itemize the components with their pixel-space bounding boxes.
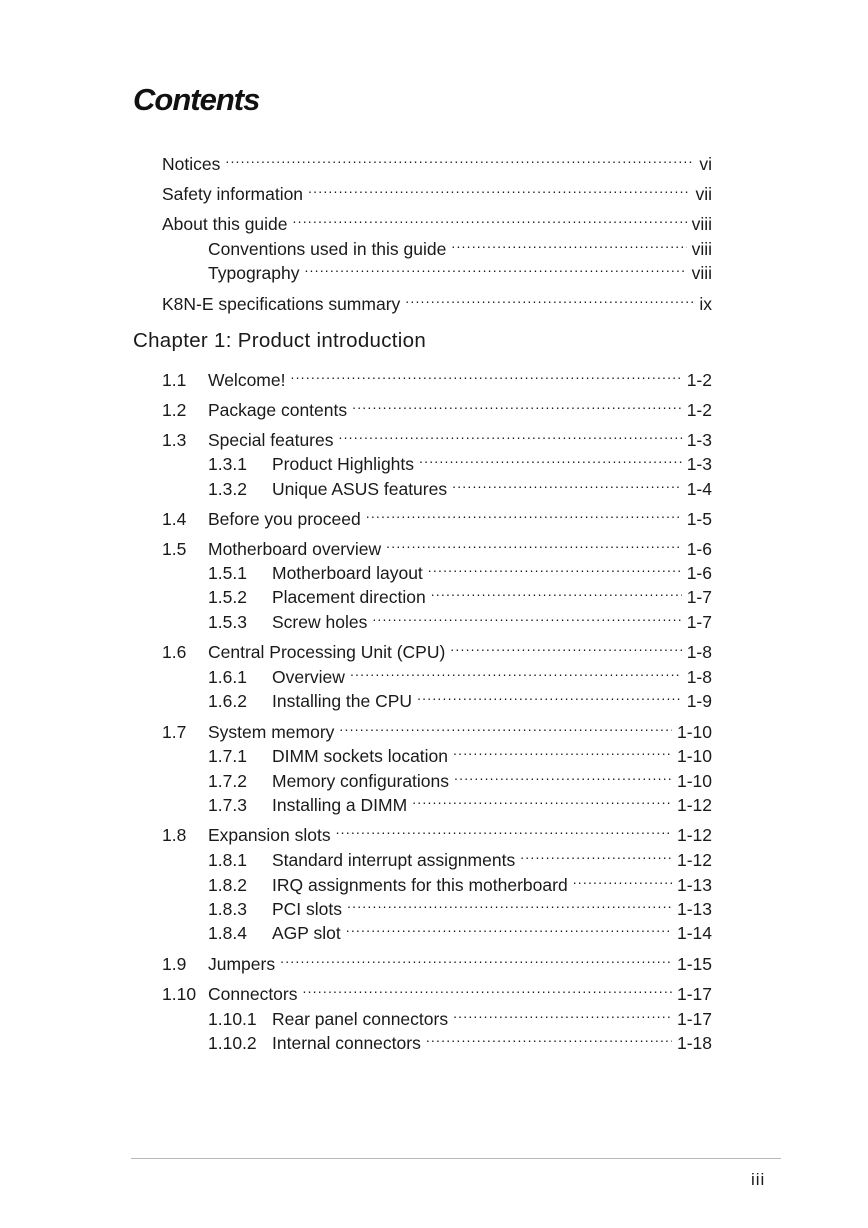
toc-entry-subsection[interactable]: [208, 893, 712, 919]
toc-entry-page: 1-4: [686, 479, 712, 499]
toc-entry-number: 1.5.1: [208, 563, 247, 583]
dot-leader: [280, 948, 672, 970]
toc-entry-label: Overview: [272, 667, 345, 687]
toc-entry-conventions[interactable]: [208, 233, 712, 259]
dot-leader: [290, 364, 681, 386]
toc-entry-page: 1-7: [686, 587, 712, 607]
toc-entry-subsection[interactable]: [208, 789, 712, 815]
dot-leader: [346, 917, 672, 939]
toc-entry-label: Memory configurations: [272, 771, 450, 791]
toc-entry-page: 1-18: [676, 1033, 712, 1053]
toc-entry-page: vii: [695, 184, 712, 204]
toc-entry-subsection[interactable]: [208, 581, 712, 607]
dot-leader: [453, 1003, 672, 1025]
toc-entry-label: Safety information: [162, 184, 304, 204]
toc-entry-page: 1-2: [686, 400, 712, 420]
toc-entry-section[interactable]: [162, 636, 712, 662]
dot-leader: [451, 233, 686, 255]
toc-entry-label: Typography: [208, 263, 300, 283]
dot-leader: [352, 394, 682, 416]
toc-entry-page: 1-12: [676, 850, 712, 870]
toc-entry-label: Central Processing Unit (CPU): [208, 642, 446, 662]
toc-entry-label: Internal connectors: [272, 1033, 421, 1053]
toc-entry-page: 1-6: [686, 539, 712, 559]
toc-entry-notices[interactable]: [162, 148, 712, 174]
toc-entry-label: Expansion slots: [208, 825, 331, 845]
toc-entry-safety-information[interactable]: [162, 178, 712, 204]
toc-entry-page: 1-13: [676, 899, 712, 919]
toc-entry-subsection[interactable]: [208, 473, 712, 499]
dot-leader: [453, 740, 672, 762]
toc-entry-label: Unique ASUS features: [272, 479, 448, 499]
dot-leader: [336, 819, 672, 841]
dot-leader: [366, 503, 682, 525]
toc-entry-subsection[interactable]: [208, 606, 712, 632]
toc-entry-section[interactable]: [162, 819, 712, 845]
dot-leader: [412, 789, 672, 811]
toc-entry-label: Motherboard overview: [208, 539, 382, 559]
dot-leader: [452, 473, 682, 495]
toc-entry-section[interactable]: [162, 533, 712, 559]
toc-entry-number: 1.3.2: [208, 479, 247, 499]
dot-leader: [225, 148, 694, 170]
toc-entry-label: AGP slot: [272, 923, 341, 943]
toc-entry-label: Before you proceed: [208, 509, 361, 529]
toc-entry-number: 1.7.1: [208, 746, 247, 766]
dot-leader: [431, 581, 682, 603]
toc-entry-page: 1-8: [686, 667, 712, 687]
toc-entry-page: 1-15: [676, 954, 712, 974]
toc-entry-typography[interactable]: [208, 257, 712, 283]
dot-leader: [405, 288, 694, 310]
toc-entry-label: Placement direction: [272, 587, 426, 607]
toc-entry-page: 1-17: [676, 1009, 712, 1029]
toc-entry-label: K8N-E specifications summary: [162, 294, 401, 314]
toc-entry-subsection[interactable]: [208, 1027, 712, 1053]
toc-entry-page: viii: [691, 263, 712, 283]
toc-entry-number: 1.1: [162, 370, 187, 390]
toc-entry-page: 1-10: [676, 746, 712, 766]
dot-leader: [386, 533, 682, 555]
toc-entry-section[interactable]: [162, 364, 712, 390]
dot-leader: [372, 606, 681, 628]
toc-entry-label: About this guide: [162, 214, 288, 234]
toc-entry-label: Welcome!: [208, 370, 286, 390]
toc-entry-label: Connectors: [208, 984, 298, 1004]
dot-leader: [339, 424, 682, 446]
dot-leader: [573, 869, 672, 891]
toc-entry-page: 1-12: [676, 825, 712, 845]
toc-entry-page: 1-10: [676, 771, 712, 791]
toc-entry-subsection[interactable]: [208, 685, 712, 711]
toc-entry-about-this-guide[interactable]: [162, 208, 712, 234]
toc-entry-page: 1-3: [686, 430, 712, 450]
toc-entry-number: 1.8.3: [208, 899, 247, 919]
dot-leader: [350, 661, 682, 683]
dot-leader: [428, 557, 682, 579]
toc-entry-subsection[interactable]: [208, 557, 712, 583]
toc-entry-label: System memory: [208, 722, 335, 742]
toc-entry-label: Standard interrupt assignments: [272, 850, 516, 870]
toc-entry-label: Screw holes: [272, 612, 368, 632]
dot-leader: [450, 636, 681, 658]
toc-entry-specifications-summary[interactable]: [162, 288, 712, 314]
toc-entry-label: DIMM sockets location: [272, 746, 449, 766]
toc-entry-label: Notices: [162, 154, 221, 174]
toc-entry-section[interactable]: [162, 394, 712, 420]
toc-entry-page: viii: [691, 239, 712, 259]
toc-entry-number: 1.6: [162, 642, 187, 662]
toc-entry-number: 1.7.2: [208, 771, 247, 791]
toc-entry-page: 1-8: [686, 642, 712, 662]
toc-entry-number: 1.6.1: [208, 667, 247, 687]
toc-entry-number: 1.8.2: [208, 875, 247, 895]
dot-leader: [308, 178, 690, 200]
toc-entry-number: 1.6.2: [208, 691, 247, 711]
dot-leader: [419, 448, 682, 470]
toc-entry-page: 1-3: [686, 454, 712, 474]
toc-entry-label: Motherboard layout: [272, 563, 423, 583]
dot-leader: [454, 765, 672, 787]
toc-entry-number: 1.10.1: [208, 1009, 257, 1029]
toc-entry-number: 1.8: [162, 825, 187, 845]
dot-leader: [347, 893, 672, 915]
toc-entry-number: 1.3: [162, 430, 187, 450]
toc-entry-page: 1-9: [686, 691, 712, 711]
dot-leader: [520, 844, 672, 866]
toc-entry-subsection[interactable]: [208, 917, 712, 943]
toc-entry-label: IRQ assignments for this motherboard: [272, 875, 568, 895]
dot-leader: [426, 1027, 672, 1049]
toc-entry-label: Installing the CPU: [272, 691, 413, 711]
toc-entry-page: ix: [699, 294, 712, 314]
toc-entry-section[interactable]: [162, 424, 712, 450]
toc-entry-section[interactable]: [162, 503, 712, 529]
toc-entry-subsection[interactable]: [208, 661, 712, 687]
toc-entry-label: Product Highlights: [272, 454, 415, 474]
toc-entry-number: 1.8.1: [208, 850, 247, 870]
toc-entry-page: 1-10: [676, 722, 712, 742]
toc-entry-page: 1-2: [686, 370, 712, 390]
toc-entry-page: 1-17: [676, 984, 712, 1004]
toc-entry-label: Conventions used in this guide: [208, 239, 447, 259]
toc-entry-label: Rear panel connectors: [272, 1009, 449, 1029]
toc-entry-number: 1.4: [162, 509, 187, 529]
toc-entry-number: 1.7.3: [208, 795, 247, 815]
page-number: iii: [751, 1170, 766, 1189]
toc-entry-number: 1.7: [162, 722, 187, 742]
toc-entry-number: 1.8.4: [208, 923, 247, 943]
toc-entry-number: 1.9: [162, 954, 187, 974]
dot-leader: [339, 716, 672, 738]
toc-entry-section[interactable]: [162, 978, 712, 1004]
toc-entry-subsection[interactable]: [208, 869, 712, 895]
toc-entry-number: 1.2: [162, 400, 187, 420]
toc-entry-number: 1.5: [162, 539, 187, 559]
chapter-heading: Chapter 1: Product introduction: [133, 329, 427, 352]
toc-entry-page: 1-13: [676, 875, 712, 895]
dot-leader: [293, 208, 687, 230]
toc-entry-number: 1.10.2: [208, 1033, 257, 1053]
toc-entry-section[interactable]: [162, 716, 712, 742]
toc-entry-page: 1-12: [676, 795, 712, 815]
toc-entry-label: Special features: [208, 430, 334, 450]
toc-entry-section[interactable]: [162, 948, 712, 974]
toc-entry-subsection[interactable]: [208, 448, 712, 474]
toc-entry-page: 1-6: [686, 563, 712, 583]
toc-entry-number: 1.5.2: [208, 587, 247, 607]
toc-entry-page: vi: [699, 154, 712, 174]
toc-entry-subsection[interactable]: [208, 844, 712, 870]
toc-entry-number: 1.10: [162, 984, 197, 1004]
toc-entry-page: 1-5: [686, 509, 712, 529]
toc-entry-page: viii: [691, 214, 712, 234]
toc-entry-page: 1-14: [676, 923, 712, 943]
footer-rule: [131, 1158, 781, 1159]
page-title: Contents: [133, 82, 260, 117]
toc-entry-subsection[interactable]: [208, 740, 712, 766]
toc-entry-subsection[interactable]: [208, 1003, 712, 1029]
toc-entry-number: 1.5.3: [208, 612, 247, 632]
toc-entry-page: 1-7: [686, 612, 712, 632]
toc-entry-label: Installing a DIMM: [272, 795, 408, 815]
toc-entry-label: Jumpers: [208, 954, 276, 974]
toc-entry-label: PCI slots: [272, 899, 343, 919]
dot-leader: [303, 978, 672, 1000]
dot-leader: [304, 257, 686, 279]
toc-entry-subsection[interactable]: [208, 765, 712, 791]
toc-entry-number: 1.3.1: [208, 454, 247, 474]
dot-leader: [417, 685, 682, 707]
toc-entry-label: Package contents: [208, 400, 348, 420]
